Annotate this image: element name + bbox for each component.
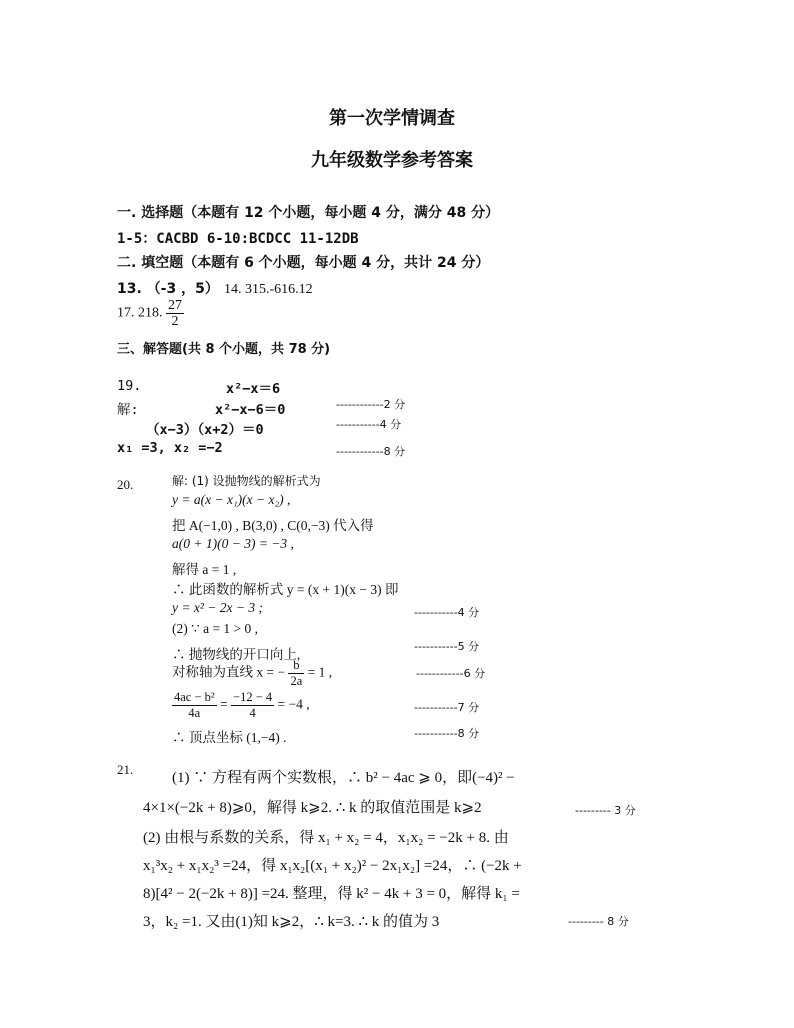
q20-mark-5: -----------5 分 (414, 640, 480, 653)
answer-14-16: 14. 315.-616.12 (223, 282, 313, 297)
q20-vertex-equals: = (220, 696, 228, 712)
q20-axis-fraction (288, 658, 304, 689)
section1-answers: 1-5：CACBD 6-10:BCDCC 11-12DB (117, 231, 359, 247)
q19-mark-2: -----------4 分 (336, 418, 402, 431)
q20-line-9: ∴ 抛物线的开口向上, (172, 647, 301, 662)
q19-equation-1: x²−x＝6 (226, 381, 281, 397)
q20-line-5: 解得 a = 1 , (172, 562, 237, 577)
q19-mark-1: ------------2 分 (336, 398, 406, 411)
q20-line-6: ∴ 此函数的解析式 y = (x + 1)(x − 3) 即 (172, 582, 399, 597)
q20-mark-4: -----------4 分 (414, 606, 480, 619)
q20-vertex-numerator-1: 4ac − b² (174, 690, 215, 704)
q20-vertex-denominator-2: 4 (249, 706, 256, 720)
q20-line-10 (172, 658, 332, 689)
q20-line-7: y = x² − 2x − 3 ; (172, 600, 263, 615)
q20-axis-text: 对称轴为直线 x = − (172, 664, 286, 680)
q21-line-4: x₁³x₂ + x₁x₂³ =24，得 x₁x₂[(x₁ + x₂)² − 2x₁x₂] =24，∴ (−2k + (143, 858, 522, 874)
section2-line2 (117, 298, 184, 329)
q20-mark-8: -----------8 分 (414, 727, 480, 740)
q19-number: 19. (117, 378, 142, 394)
q21-line-6: 3，k₂ =1. 又由(1)知 k⩾2，∴ k=3. ∴ k 的值为 3 (143, 914, 440, 930)
q20-mark-6: ------------6 分 (416, 667, 486, 680)
section3-heading: 三、解答题(共 8 个小题，共 78 分) (117, 342, 331, 357)
q20-vertex-fraction-1 (172, 690, 217, 721)
q20-vertex-denominator-1: 4a (188, 706, 201, 720)
fraction-numerator: 27 (168, 298, 182, 313)
q21-line-2: 4×1×(−2k + 8)⩾0，解得 k⩾2. ∴ k 的取值范围是 k⩾2 (143, 800, 482, 816)
q20-line-11 (172, 690, 310, 721)
q21-mark-2: --------- 8 分 (568, 915, 629, 928)
q21-line-3: (2) 由根与系数的关系，得 x₁ + x₂ = 4，x₁x₂ = −2k + 8. 由 (143, 830, 509, 846)
q20-line-8: (2) ∵ a = 1 > 0 , (172, 621, 259, 636)
q20-line-3: 把 A(−1,0) , B(3,0) , C(0,−3) 代入得 (172, 518, 374, 533)
q19-equation-2: x²−x−6＝0 (215, 402, 286, 418)
q20-line-4: a(0 + 1)(0 − 3) = −3 , (172, 536, 294, 551)
q20-axis-denominator: 2a (290, 674, 303, 688)
q19-mark-3: ------------8 分 (336, 445, 406, 458)
section2-line1 (117, 278, 313, 298)
answer-18-fraction (166, 298, 184, 329)
q20-line-12: ∴ 顶点坐标 (1,−4) . (172, 730, 287, 745)
q21-line-5: 8)[4² − 2(−2k + 8)] =24. 整理，得 k² − 4k + 3 = 0，解得 k₁ = (143, 886, 520, 902)
q20-mark-7: -----------7 分 (414, 701, 480, 714)
q20-vertex-numerator-2: −12 − 4 (233, 690, 273, 704)
q20-line-1: 解: (1) 设抛物线的解析式为 (172, 474, 321, 488)
title-line-2: 九年级数学参考答案 (311, 150, 473, 171)
q21-line-1: (1) ∵ 方程有两个实数根，∴ b² − 4ac ⩾ 0，即(−4)² − (172, 770, 515, 786)
q20-line-2: y = a(x − x₁)(x − x₂) , (172, 492, 291, 507)
q20-vertex-fraction-2 (231, 690, 274, 721)
q20-axis-result: = 1 , (307, 664, 333, 680)
answer-13: 13. （-3 ，5） (117, 281, 219, 297)
q20-axis-numerator: b (288, 658, 304, 674)
answer-17-18: 17. 218. (117, 305, 163, 321)
section1-heading: 一. 选择题（本题有 12 个小题，每小题 4 分，满分 48 分） (117, 205, 500, 221)
q21-mark-1: --------- 3 分 (575, 804, 636, 817)
title-line-1: 第一次学情调查 (329, 108, 455, 129)
fraction-denominator: 2 (171, 314, 179, 329)
q20-number: 20. (117, 477, 134, 492)
q21-number: 21. (117, 762, 134, 777)
q19-equation-3: （x−3）（x+2）＝0 (146, 422, 264, 438)
q19-solve-label: 解: (117, 402, 139, 418)
section2-heading: 二. 填空题（本题有 6 个小题，每小题 4 分，共计 24 分） (117, 255, 490, 271)
q20-vertex-result: = −4 , (277, 696, 310, 712)
q19-equation-4: x₁ =3, x₂ =−2 (117, 440, 223, 456)
